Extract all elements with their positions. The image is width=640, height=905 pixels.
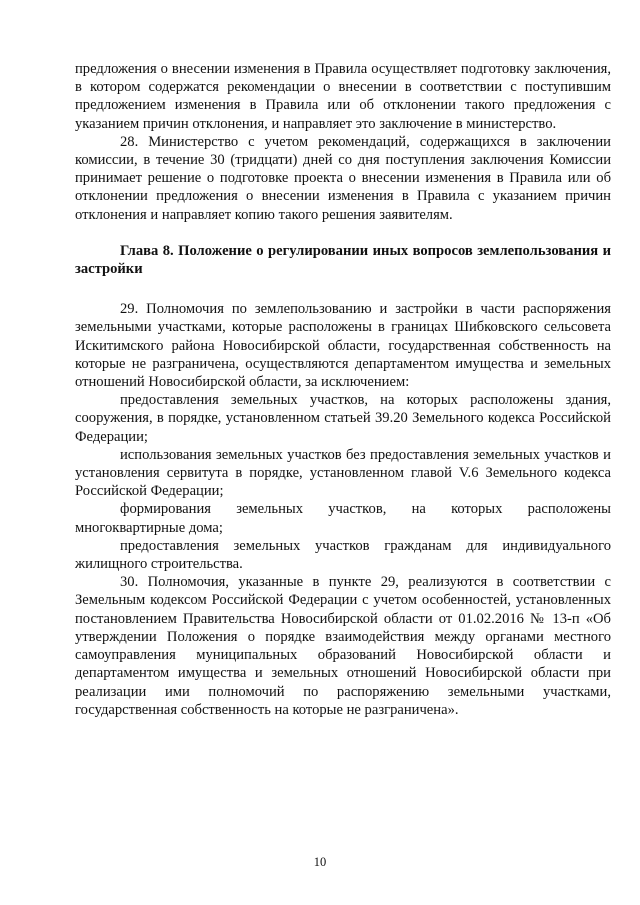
exception-item-1: предоставления земельных участков, на которых расположены здания, сооружения, в порядке, установленном статьей 39.20 Земельного кодекса Российской Федерации;	[75, 392, 611, 445]
paragraph-continuation: предложения о внесении изменения в Правила осуществляет подготовку заключения, в котором содержатся рекомендации о внесении в соответствии с поступившим предложением изменения в Правила или об отклонении такого предложения с указанием причин отклонения, и направляет это заключение в министерство.	[75, 61, 611, 132]
paragraph-item-30: 30. Полномочия, указанные в пункте 29, реализуются в соответствии с Земельным кодексом Российской Федерации с учетом особенностей, установленных постановлением Правительства Новосибирской области от 01.02.2016 № 13-п «Об утверждении Положения о порядке взаимодействия между органами местного самоуправления муниципальных образований Новосибирской области и департаментом имущества и земельных отношений Новосибирской области при реализации ими полномочий по распоряжению земельными участками, государственная собственность на которые не разграничена».	[75, 574, 611, 718]
page-number: 10	[313, 855, 327, 869]
document-page	[75, 60, 611, 719]
paragraph-item-29: 29. Полномочия по землепользованию и застройки в части распоряжения земельными участками, которые расположены в границах Шибковского сельсовета Искитимского района Новосибирской области, государственная собственность на которые не разграничена, осуществляются департаментом имущества и земельных отношений Новосибирской области, за исключением:	[75, 301, 611, 391]
exception-item-2: использования земельных участков без предоставления земельных участков и установления сервитута в порядке, установленном главой V.6 Земельного кодекса Российской Федерации;	[75, 446, 611, 500]
chapter-heading: Глава 8. Положение о регулировании иных вопросов землепользования и застройки	[75, 242, 611, 278]
exception-item-4: предоставления земельных участков гражданам для индивидуального жилищного строительства.	[75, 537, 611, 573]
exception-item-3: формирования земельных участков, на которых расположены многоквартирные дома;	[75, 501, 611, 536]
paragraph-item-28: 28. Министерство с учетом рекомендаций, содержащихся в заключении комиссии, в течение 30 (тридцати) дней со дня поступления заключения Комиссии принимает решение о подготовке проекта о внесении изменения в Правила или об отклонении предложения о внесении изменения в Правила с указанием причин отклонения и направляет копию такого решения заявителям.	[75, 133, 611, 223]
